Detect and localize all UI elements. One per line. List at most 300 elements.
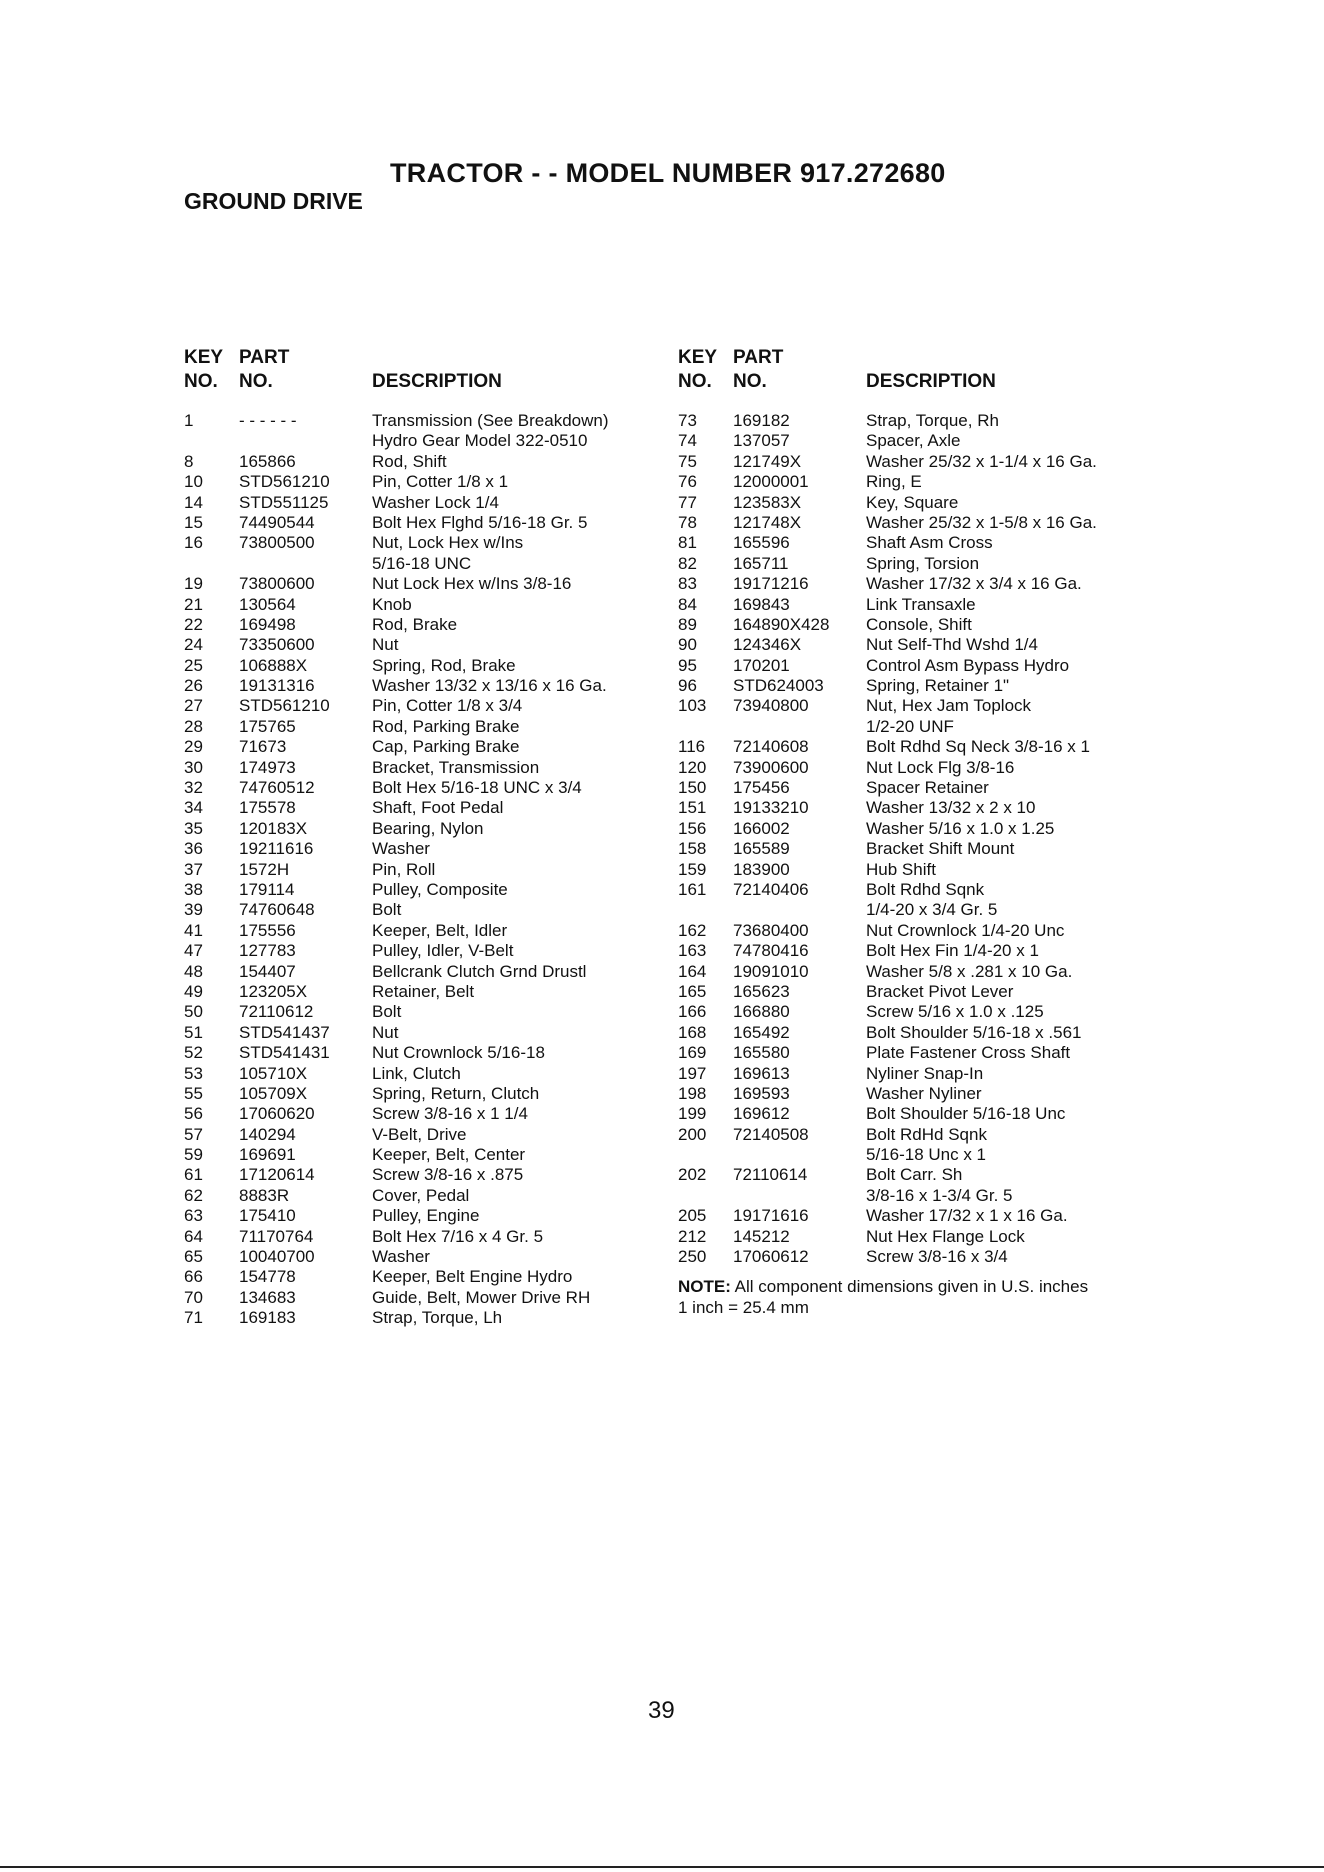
- part-number: 120183X: [239, 818, 308, 838]
- key-number: 62: [184, 1185, 203, 1205]
- part-row: [678, 533, 1198, 553]
- part-row: [184, 860, 674, 880]
- key-number: 37: [184, 859, 203, 879]
- part-row: [184, 880, 674, 900]
- part-number: 19091010: [733, 961, 809, 981]
- key-number: 120: [678, 757, 707, 777]
- part-row: [184, 656, 674, 676]
- key-number: 164: [678, 961, 707, 981]
- part-description: Nut: [372, 1022, 399, 1042]
- part-description: Keeper, Belt Engine Hydro: [372, 1267, 573, 1287]
- key-number: 51: [184, 1022, 203, 1042]
- part-description: Washer: [372, 839, 430, 859]
- part-row: [678, 554, 1198, 574]
- part-description: Screw 5/16 x 1.0 x .125: [866, 1002, 1044, 1022]
- part-description: 1/4-20 x 3/4 Gr. 5: [866, 900, 998, 920]
- part-number: 105709X: [239, 1083, 308, 1103]
- note: [678, 1277, 1198, 1318]
- key-number: 48: [184, 961, 203, 981]
- key-number: 24: [184, 635, 203, 655]
- part-row: [184, 819, 674, 839]
- part-number: 19211616: [239, 839, 314, 859]
- part-number: 165596: [733, 533, 790, 553]
- part-description: Bolt: [372, 900, 402, 920]
- part-description: Pulley, Composite: [372, 879, 508, 899]
- part-description: Pin, Cotter 1/8 x 1: [372, 472, 509, 492]
- part-header: PART: [733, 347, 784, 368]
- part-row: [678, 1186, 1198, 1206]
- part-description: 1/2-20 UNF: [866, 716, 954, 736]
- part-row: [678, 798, 1198, 818]
- part-row: [184, 1247, 674, 1267]
- part-row: [678, 1206, 1198, 1226]
- key-number: 199: [678, 1104, 707, 1124]
- part-number: 169691: [239, 1145, 296, 1165]
- key-number: 78: [678, 512, 697, 532]
- part-description: Washer 25/32 x 1-1/4 x 16 Ga.: [866, 451, 1097, 471]
- note-label: NOTE:: [678, 1277, 731, 1297]
- parts-column-right: [678, 345, 1198, 1318]
- key-number: 41: [184, 920, 203, 940]
- key-number: 75: [678, 451, 697, 471]
- part-row: [678, 493, 1198, 513]
- part-number: 121749X: [733, 451, 802, 471]
- part-row: [184, 1145, 674, 1165]
- key-number: 156: [678, 818, 707, 838]
- part-description: Washer 13/32 x 2 x 10: [866, 798, 1036, 818]
- part-row: [184, 452, 674, 472]
- part-row: [678, 1227, 1198, 1247]
- note-line-2: 1 inch = 25.4 mm: [678, 1297, 809, 1317]
- part-row: [184, 615, 674, 635]
- part-row: [184, 696, 674, 716]
- part-description: Rod, Parking Brake: [372, 716, 520, 736]
- part-row: [678, 778, 1198, 798]
- part-description: Washer 17/32 x 1 x 16 Ga.: [866, 1206, 1068, 1226]
- part-number: 169612: [733, 1104, 790, 1124]
- part-number: 124346X: [733, 635, 802, 655]
- key-number: 205: [678, 1206, 707, 1226]
- part-row: [678, 860, 1198, 880]
- part-row: [184, 778, 674, 798]
- part-description: Control Asm Bypass Hydro: [866, 655, 1070, 675]
- part-number: 73680400: [733, 920, 809, 940]
- part-description: Spacer Retainer: [866, 778, 989, 798]
- part-row: [184, 962, 674, 982]
- part-row: [678, 595, 1198, 615]
- part-row: [678, 1023, 1198, 1043]
- part-description: Screw 3/8-16 x .875: [372, 1165, 524, 1185]
- part-description: Guide, Belt, Mower Drive RH: [372, 1287, 591, 1307]
- part-description: Nut, Lock Hex w/Ins: [372, 533, 524, 553]
- part-number: 175765: [239, 716, 296, 736]
- part-description: Link, Clutch: [372, 1063, 461, 1083]
- part-description: Washer 5/8 x .281 x 10 Ga.: [866, 961, 1073, 981]
- part-number: 165492: [733, 1022, 790, 1042]
- part-row: [678, 513, 1198, 533]
- part-row: [678, 717, 1198, 737]
- part-description: Bellcrank Clutch Grnd Drustl: [372, 961, 587, 981]
- part-number: 127783: [239, 941, 296, 961]
- part-description: Bracket Pivot Lever: [866, 981, 1014, 1001]
- key-number: 158: [678, 839, 707, 859]
- key-number: 90: [678, 635, 697, 655]
- part-number: 73900600: [733, 757, 809, 777]
- part-row: [184, 574, 674, 594]
- key-number: 74: [678, 431, 697, 451]
- description-header: DESCRIPTION: [372, 371, 502, 392]
- key-number: 50: [184, 1002, 203, 1022]
- part-row: [184, 635, 674, 655]
- part-description: Spring, Return, Clutch: [372, 1083, 540, 1103]
- key-number: 202: [678, 1165, 707, 1185]
- part-number: 17060620: [239, 1104, 315, 1124]
- part-description: Nyliner Snap-In: [866, 1063, 984, 1083]
- key-number: 26: [184, 676, 203, 696]
- column-header: [184, 345, 674, 397]
- key-number: 81: [678, 533, 697, 553]
- part-row: [678, 635, 1198, 655]
- page-title: TRACTOR - - MODEL NUMBER 917.272680: [390, 158, 946, 188]
- part-row: [678, 656, 1198, 676]
- key-number: 59: [184, 1145, 203, 1165]
- part-number: 72140608: [733, 737, 809, 757]
- part-row: [184, 1227, 674, 1247]
- part-number: 12000001: [733, 472, 809, 492]
- key-number: 61: [184, 1165, 203, 1185]
- part-row: [678, 574, 1198, 594]
- part-description: Hub Shift: [866, 859, 936, 879]
- part-row: [184, 839, 674, 859]
- part-header: PART: [239, 347, 290, 368]
- part-number: 19133210: [733, 798, 809, 818]
- part-description: Washer 5/16 x 1.0 x 1.25: [866, 818, 1055, 838]
- part-number: 165623: [733, 981, 790, 1001]
- column-header: [678, 345, 1198, 397]
- part-description: Nut Hex Flange Lock: [866, 1226, 1025, 1246]
- key-number: 27: [184, 696, 203, 716]
- part-description: Nut Crownlock 5/16-18: [372, 1043, 545, 1063]
- part-row: [184, 1064, 674, 1084]
- parts-column-left: [184, 345, 674, 1329]
- part-number: 74760512: [239, 778, 315, 798]
- key-number: 35: [184, 818, 203, 838]
- key-number: 8: [184, 451, 194, 471]
- part-row: [184, 554, 674, 574]
- key-number: 165: [678, 981, 707, 1001]
- part-row: [678, 1043, 1198, 1063]
- part-description: Rod, Brake: [372, 614, 458, 634]
- part-number: 165589: [733, 839, 790, 859]
- key-number: 116: [678, 737, 706, 757]
- key-number: 103: [678, 696, 707, 716]
- part-description: Bolt Rdhd Sq Neck 3/8-16 x 1: [866, 737, 1090, 757]
- part-number: 166002: [733, 818, 790, 838]
- part-number: 175456: [733, 778, 790, 798]
- part-row: [184, 513, 674, 533]
- part-row: [678, 1104, 1198, 1124]
- part-number: STD541437: [239, 1022, 330, 1042]
- key-header: KEY: [678, 347, 718, 368]
- key-number: 32: [184, 778, 203, 798]
- part-description: Bearing, Nylon: [372, 818, 484, 838]
- part-description: Spring, Retainer 1": [866, 676, 1010, 696]
- part-description: 5/16-18 Unc x 1: [866, 1145, 987, 1165]
- part-description: Screw 3/8-16 x 1 1/4: [372, 1104, 528, 1124]
- key-number: 162: [678, 920, 707, 940]
- part-number: 74780416: [733, 941, 809, 961]
- key-number: 34: [184, 798, 203, 818]
- key-no-header: NO.: [184, 371, 218, 392]
- part-number: 1572H: [239, 859, 290, 879]
- key-number: 66: [184, 1267, 203, 1287]
- part-row: [184, 676, 674, 696]
- parts-list-left: [184, 411, 674, 1329]
- part-number: 130564: [239, 594, 296, 614]
- part-number: 154778: [239, 1267, 296, 1287]
- part-row: [184, 431, 674, 451]
- part-row: [678, 819, 1198, 839]
- part-row: [678, 676, 1198, 696]
- part-row: [678, 615, 1198, 635]
- bottom-rule: [0, 1866, 1324, 1868]
- part-number: 19171216: [733, 574, 809, 594]
- key-number: 198: [678, 1083, 707, 1103]
- part-row: [184, 982, 674, 1002]
- part-description: Cover, Pedal: [372, 1185, 470, 1205]
- part-number: 73940800: [733, 696, 809, 716]
- part-number: 169182: [733, 411, 790, 430]
- part-row: [184, 1043, 674, 1063]
- part-number: 137057: [733, 431, 790, 451]
- key-header: KEY: [184, 347, 224, 368]
- key-number: 150: [678, 778, 707, 798]
- part-description: Washer 17/32 x 3/4 x 16 Ga.: [866, 574, 1082, 594]
- part-description: Washer: [372, 1247, 430, 1267]
- key-number: 89: [678, 614, 697, 634]
- part-row: [678, 758, 1198, 778]
- part-description: Key, Square: [866, 492, 959, 512]
- part-number: 106888X: [239, 655, 308, 675]
- key-number: 56: [184, 1104, 203, 1124]
- part-row: [184, 1186, 674, 1206]
- key-number: 63: [184, 1206, 203, 1226]
- part-row: [678, 1084, 1198, 1104]
- part-description: Pin, Cotter 1/8 x 3/4: [372, 696, 523, 716]
- key-number: 65: [184, 1247, 203, 1267]
- part-number: 165711: [733, 553, 789, 573]
- part-number: 72140508: [733, 1124, 809, 1144]
- part-number: 19131316: [239, 676, 315, 696]
- part-row: [678, 1165, 1198, 1185]
- part-row: [678, 1247, 1198, 1267]
- part-row: [184, 1104, 674, 1124]
- part-description: Washer 13/32 x 13/16 x 16 Ga.: [372, 676, 607, 696]
- part-description: Spring, Torsion: [866, 553, 980, 573]
- key-number: 212: [678, 1226, 707, 1246]
- key-number: 52: [184, 1043, 203, 1063]
- part-description: Nut Self-Thd Wshd 1/4: [866, 635, 1038, 655]
- part-row: [184, 1084, 674, 1104]
- key-number: 57: [184, 1124, 203, 1144]
- part-description: Shaft Asm Cross: [866, 533, 993, 553]
- part-number: 121748X: [733, 512, 802, 532]
- part-row: [184, 1267, 674, 1287]
- part-description: Pulley, Idler, V-Belt: [372, 941, 514, 961]
- part-row: [678, 941, 1198, 961]
- key-number: 22: [184, 614, 203, 634]
- part-number: 8883R: [239, 1185, 290, 1205]
- part-number: 164890X428: [733, 614, 830, 634]
- part-number: 174973: [239, 757, 296, 777]
- part-description: V-Belt, Drive: [372, 1124, 467, 1144]
- key-number: 83: [678, 574, 697, 594]
- part-description: Shaft, Foot Pedal: [372, 798, 504, 818]
- part-description: Pulley, Engine: [372, 1206, 480, 1226]
- part-row: [184, 1002, 674, 1022]
- part-description: Plate Fastener Cross Shaft: [866, 1043, 1071, 1063]
- part-number: 71170764: [239, 1226, 314, 1246]
- key-number: 10: [184, 472, 203, 492]
- key-number: 200: [678, 1124, 707, 1144]
- part-number: 73800600: [239, 574, 315, 594]
- part-description: Bolt Hex 5/16-18 UNC x 3/4: [372, 778, 582, 798]
- part-number: 175578: [239, 798, 296, 818]
- part-row: [184, 798, 674, 818]
- part-row: [678, 900, 1198, 920]
- part-description: Knob: [372, 594, 412, 614]
- part-number: 19171616: [733, 1206, 809, 1226]
- part-number: 73800500: [239, 533, 315, 553]
- key-number: 47: [184, 941, 203, 961]
- key-number: 30: [184, 757, 203, 777]
- key-number: 39: [184, 900, 203, 920]
- part-number: 73350600: [239, 635, 315, 655]
- note-line-1: [678, 1277, 1198, 1297]
- page-number: 39: [648, 1697, 675, 1724]
- key-number: 16: [184, 533, 203, 553]
- part-description: 5/16-18 UNC: [372, 553, 472, 573]
- part-description: Keeper, Belt, Center: [372, 1145, 526, 1165]
- part-number: 72140406: [733, 879, 809, 899]
- part-row: [184, 1288, 674, 1308]
- part-description: Nut Lock Flg 3/8-16: [866, 757, 1015, 777]
- key-number: 15: [184, 512, 203, 532]
- part-row: [678, 696, 1198, 716]
- part-description: Screw 3/8-16 x 3/4: [866, 1247, 1008, 1267]
- part-description: Console, Shift: [866, 614, 972, 634]
- part-description: Link Transaxle: [866, 594, 976, 614]
- part-description: Bolt Hex Flghd 5/16-18 Gr. 5: [372, 512, 588, 532]
- part-row: [184, 900, 674, 920]
- part-number: 134683: [239, 1287, 296, 1307]
- part-number: 140294: [239, 1124, 296, 1144]
- description-header: DESCRIPTION: [866, 371, 996, 392]
- part-description: Washer Lock 1/4: [372, 492, 499, 512]
- key-number: 76: [678, 472, 697, 492]
- part-row: [184, 1125, 674, 1145]
- part-description: Pin, Roll: [372, 859, 436, 879]
- part-number: 169593: [733, 1083, 790, 1103]
- key-number: 73: [678, 411, 697, 430]
- part-description: Strap, Torque, Lh: [372, 1308, 503, 1328]
- key-number: 1: [184, 411, 194, 430]
- part-description: Bolt Shoulder 5/16-18 x .561: [866, 1022, 1082, 1042]
- part-number: 166880: [733, 1002, 790, 1022]
- part-row: [184, 921, 674, 941]
- part-description: Bracket, Transmission: [372, 757, 540, 777]
- part-row: [678, 921, 1198, 941]
- part-description: Bolt Hex Fin 1/4-20 x 1: [866, 941, 1039, 961]
- key-number: 151: [678, 798, 707, 818]
- part-description: Hydro Gear Model 322-0510: [372, 431, 588, 451]
- part-number: 169843: [733, 594, 790, 614]
- part-description: Transmission (See Breakdown): [372, 411, 609, 430]
- key-number: 29: [184, 737, 203, 757]
- part-number: 169613: [733, 1063, 790, 1083]
- key-number: 70: [184, 1287, 203, 1307]
- part-row: [678, 839, 1198, 859]
- key-number: 166: [678, 1002, 707, 1022]
- part-row: [184, 758, 674, 778]
- part-no-header: NO.: [733, 371, 767, 392]
- key-number: 28: [184, 716, 203, 736]
- part-row: [678, 1002, 1198, 1022]
- part-row: [678, 411, 1198, 431]
- part-number: STD561210: [239, 472, 330, 492]
- key-number: 169: [678, 1043, 707, 1063]
- part-number: STD624003: [733, 676, 824, 696]
- key-number: 95: [678, 655, 697, 675]
- key-number: 163: [678, 941, 707, 961]
- part-description: Spring, Rod, Brake: [372, 655, 516, 675]
- part-description: Rod, Shift: [372, 451, 447, 471]
- part-row: [184, 717, 674, 737]
- part-description: Ring, E: [866, 472, 922, 492]
- part-row: [678, 737, 1198, 757]
- part-number: 71673: [239, 737, 287, 757]
- part-description: Washer Nyliner: [866, 1083, 982, 1103]
- part-number: 10040700: [239, 1247, 315, 1267]
- part-number: 183900: [733, 859, 790, 879]
- part-row: [184, 941, 674, 961]
- part-row: [678, 880, 1198, 900]
- part-description: Bolt Rdhd Sqnk: [866, 879, 985, 899]
- part-number: 17060612: [733, 1247, 809, 1267]
- parts-list-right: [678, 411, 1198, 1267]
- part-row: [678, 982, 1198, 1002]
- key-number: 21: [184, 594, 203, 614]
- part-description: Washer 25/32 x 1-5/8 x 16 Ga.: [866, 512, 1097, 532]
- part-description: Retainer, Belt: [372, 981, 475, 1001]
- key-number: 77: [678, 492, 697, 512]
- part-number: 165866: [239, 451, 296, 471]
- key-number: 250: [678, 1247, 707, 1267]
- part-row: [678, 1064, 1198, 1084]
- part-row: [184, 411, 674, 431]
- part-number: 74490544: [239, 512, 315, 532]
- part-number: 169183: [239, 1308, 296, 1328]
- part-description: Bolt Shoulder 5/16-18 Unc: [866, 1104, 1066, 1124]
- part-row: [184, 737, 674, 757]
- part-description: Spacer, Axle: [866, 431, 961, 451]
- part-number: STD561210: [239, 696, 330, 716]
- part-number: 123583X: [733, 492, 802, 512]
- part-description: Nut: [372, 635, 399, 655]
- part-description: Cap, Parking Brake: [372, 737, 520, 757]
- part-number: 72110614: [733, 1165, 808, 1185]
- key-number: 82: [678, 553, 697, 573]
